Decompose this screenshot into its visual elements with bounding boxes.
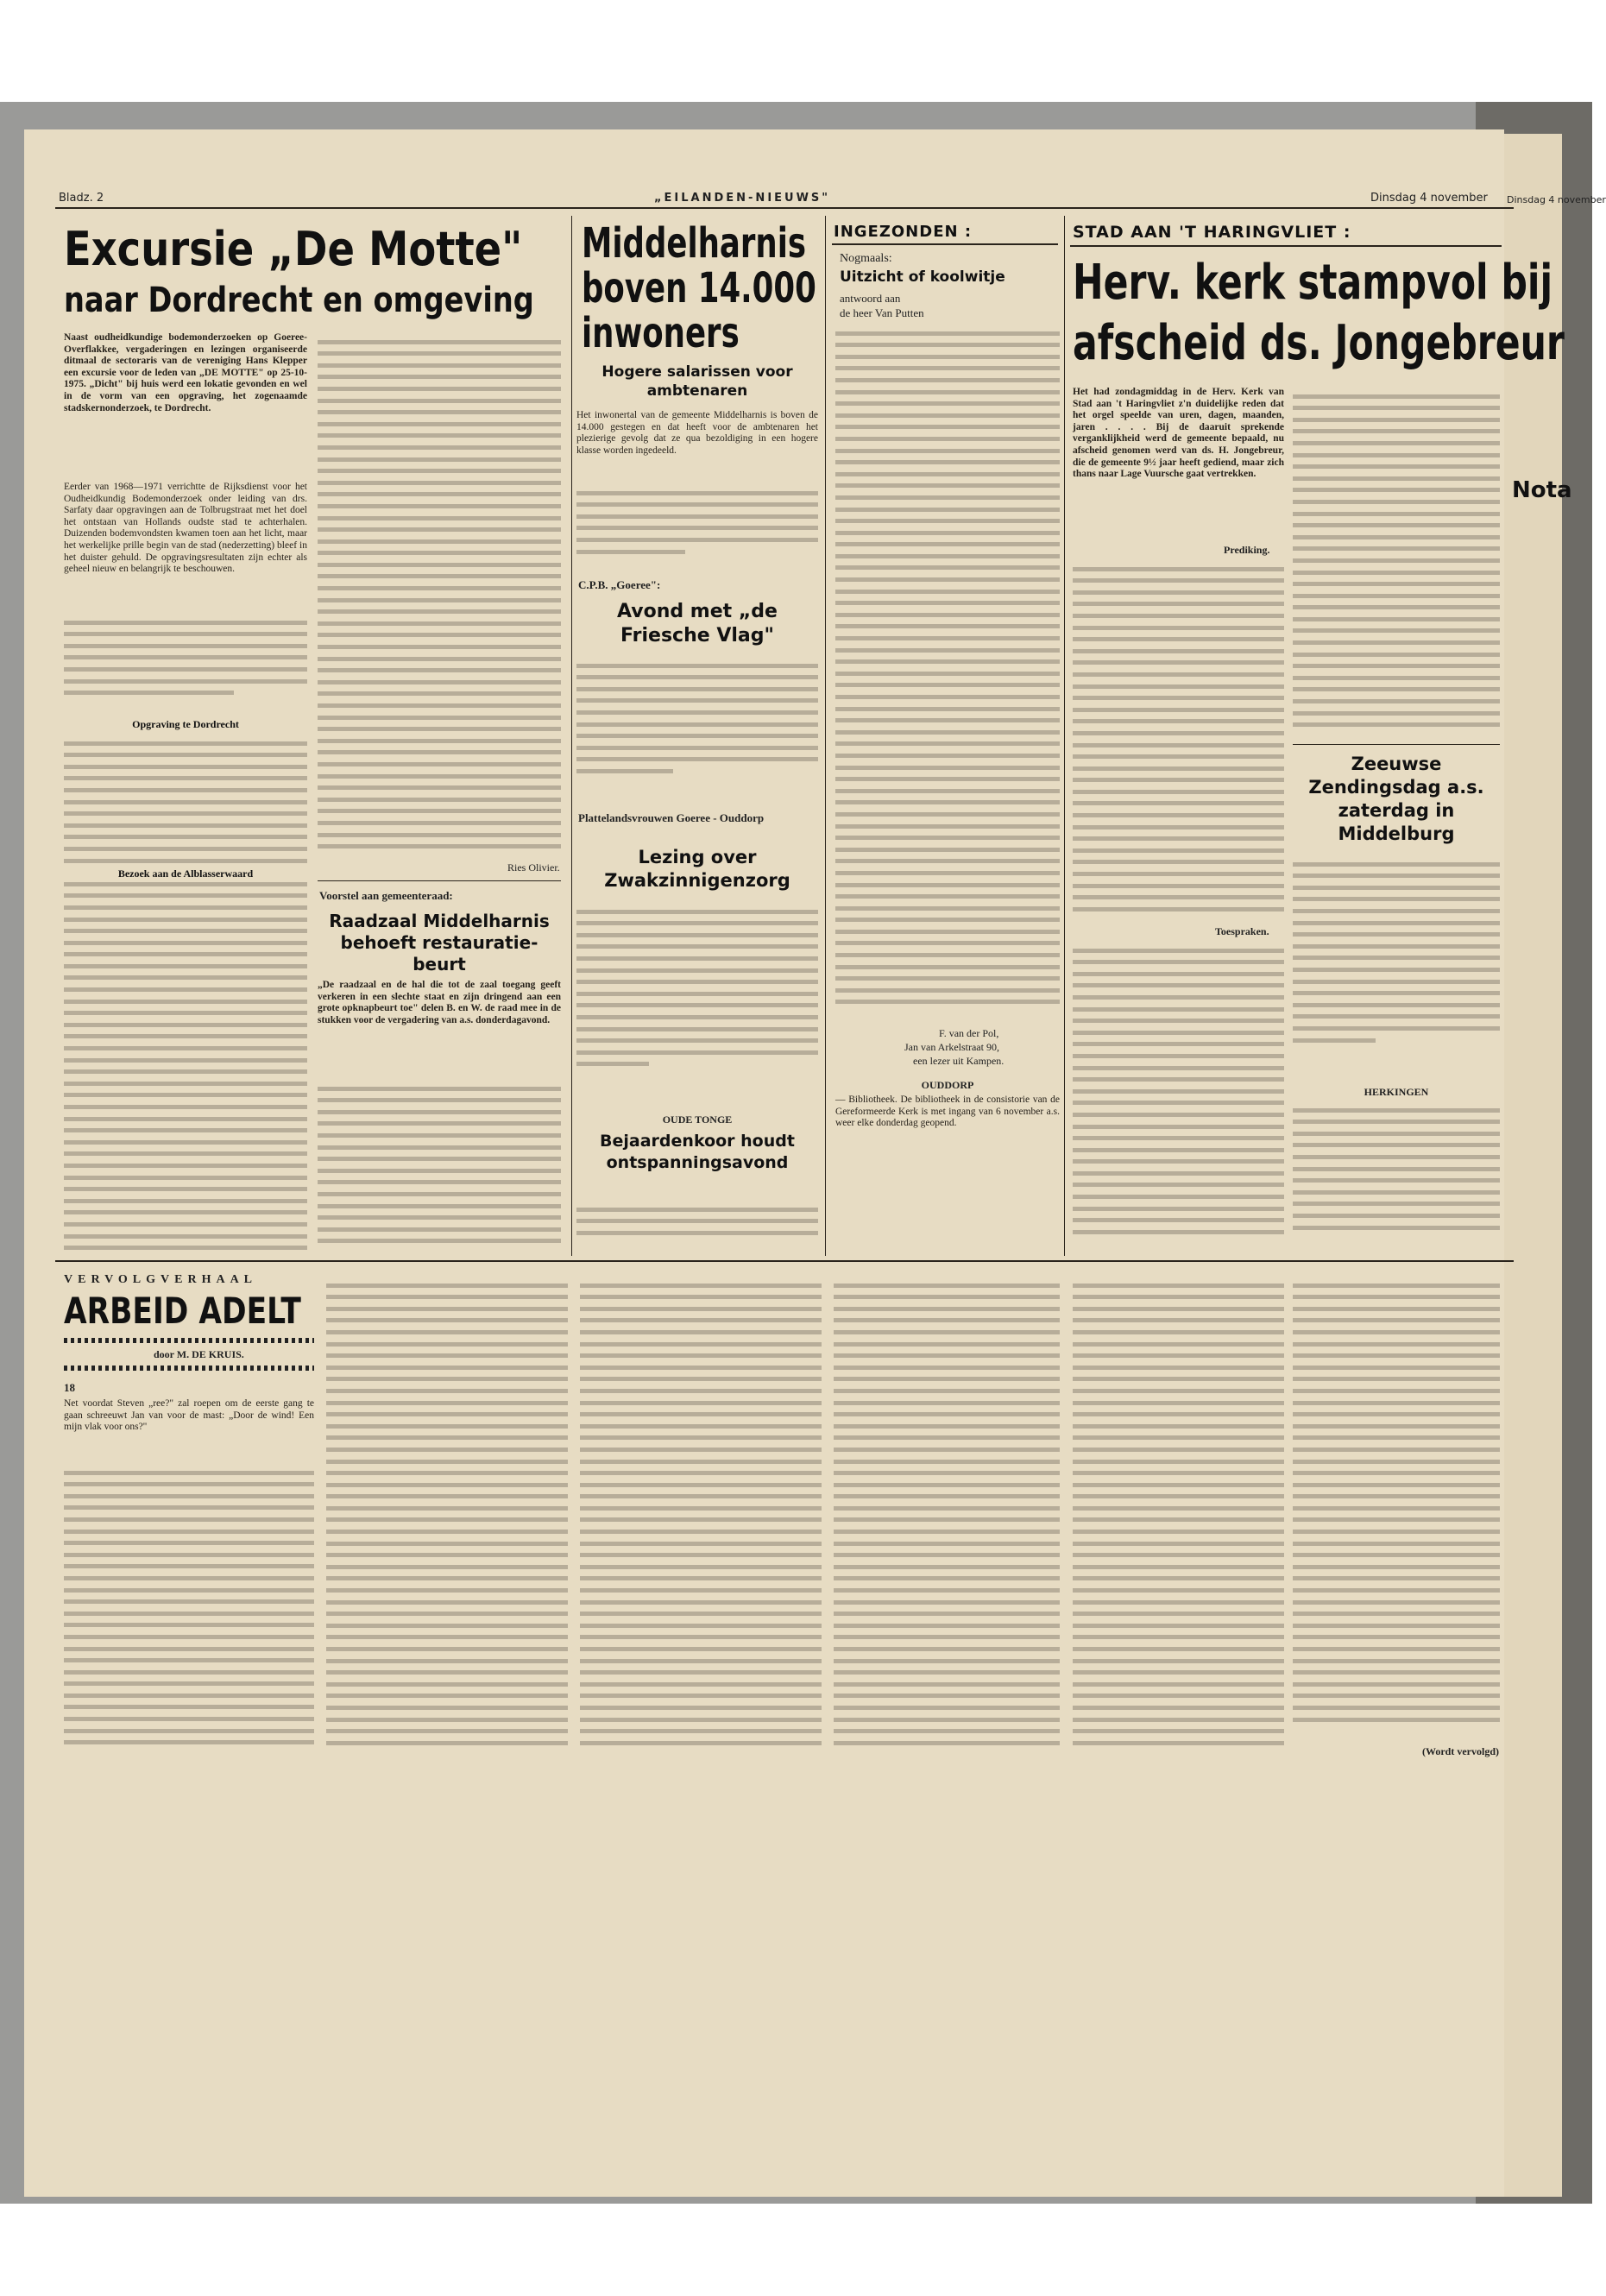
column-rule-1 <box>571 216 572 1256</box>
ingezonden-reply-2: de heer Van Putten <box>840 306 924 319</box>
raadzaal-text-block <box>318 1079 561 1256</box>
fold-rule <box>55 1260 1514 1262</box>
article-excursie-subtitle: naar Dordrecht en omgeving <box>64 281 534 320</box>
zeeuwse-top-rule <box>1293 744 1500 745</box>
feuilleton-ornament-bottom <box>64 1366 314 1371</box>
feuilleton-column-5 <box>1073 1276 1284 1759</box>
cpb-title: Avond met „de Friesche Vlag" <box>617 601 778 647</box>
ingezonden-text-block <box>835 324 1060 1023</box>
haringvliet-text-block-1 <box>1073 559 1284 922</box>
feuilleton-column-4 <box>834 1276 1060 1759</box>
issue-date: Dinsdag 4 november <box>1370 192 1488 205</box>
haringvliet-column-2 <box>1293 387 1500 741</box>
feuilleton-author: door M. DE KRUIS. <box>154 1348 244 1360</box>
middelharnis-text-block <box>576 483 818 570</box>
next-page-edge <box>1502 134 1606 2197</box>
herkingen-text-block <box>1293 1101 1500 1256</box>
zeeuwse-text-block <box>1293 855 1500 1079</box>
ingezonden-reply-1: antwoord aan <box>840 292 901 305</box>
raadzaal-top-rule <box>318 880 561 881</box>
raadzaal-kicker: Voorstel aan gemeenteraad: <box>319 889 453 902</box>
article-excursie-paragraph: Eerder van 1968—1971 verrichtte de Rijksdienst voor het Oudheidkundig Bodemonderzoek onder leiding van drs. Sarfaty daar opgravingen aan de Tolbrugstraat met het doel het ontstaan van Hollands oudste stad te achterhalen. Duizenden bodemvondsten kwamen toen aan het licht, maar het werkelijke prille begin van de stad (nederzetting) bleef in het duister gehuld. De opgravingsresultaten zijn echter als geheel nieuw en belangrijk te beschouwen. <box>64 482 307 575</box>
lezing-title: Lezing over Zwakzinnigenzorg <box>604 847 790 891</box>
ingezonden-rule <box>832 243 1058 245</box>
ingezonden-title: Uitzicht of koolwitje <box>840 268 1005 286</box>
article-excursie-subhead-dordrecht: Opgraving te Dordrecht <box>132 718 239 730</box>
ouddorp-item: — Bibliotheek. De bibliotheek in de consistorie van de Gereformeerde Kerk is met ingang van 6 november a.s. weer elke donderdag geopend. <box>835 1094 1060 1129</box>
article-excursie-title: Excursie „De Motte" <box>64 222 523 276</box>
middelharnis-title-line1: Middelharnis <box>582 219 807 268</box>
middelharnis-title-line2: boven 14.000 <box>582 264 816 312</box>
zeeuwse-title: Zeeuwse Zendingsdag a.s. zaterdag in Middelburg <box>1308 754 1484 844</box>
haringvliet-subhead-prediking: Prediking. <box>1224 544 1270 556</box>
lezing-kicker: Plattelandsvrouwen Goeree - Ouddorp <box>578 811 765 824</box>
feuilleton-first-paragraph: Net voordat Steven „ree?" zal roepen om de eerste gang te gaan schreeuwt Jan van voor de mast: „Door de wind! Een mijn vlak voor ons?" <box>64 1398 314 1433</box>
feuilleton-column-2 <box>326 1276 568 1759</box>
raadzaal-title: Raadzaal Middelharnis behoeft restauratie-beurt <box>329 911 550 975</box>
ingezonden-kicker: Nogmaals: <box>840 252 892 265</box>
ingezonden-signature-1: F. van der Pol, <box>939 1027 999 1039</box>
lezing-text-block <box>576 902 818 1109</box>
article-excursie-lead: Naast oudheidkundige bodemonderzoeken op Goeree-Overflakkee, vergaderingen en lezingen organiseerde ditmaal de sectoraris van de vereniging Hans Klepper een excursie voor de leden van „DE MOTTE" op 25-10-1975. „Dicht" bij huis werd een lokatie gevonden en wel in de vorm van een opgraving, het zogenaamde stadskernonderzoek, te Dordrecht. <box>64 332 307 413</box>
haringvliet-section: STAD AAN 'T HARINGVLIET : <box>1073 223 1351 242</box>
article-excursie-author: Ries Olivier. <box>507 861 560 874</box>
column-rule-2 <box>825 216 826 1256</box>
feuilleton-column-1 <box>64 1463 314 1757</box>
middelharnis-subtitle: Hogere salarissen voor ambtenaren <box>601 363 793 400</box>
feuilleton-continued: (Wordt vervolgd) <box>1422 1745 1499 1757</box>
next-page-nota: Nota <box>1512 477 1572 503</box>
bejaardenkoor-text-block <box>576 1200 818 1256</box>
feuilleton-column-3 <box>580 1276 822 1759</box>
feuilleton-column-6 <box>1293 1276 1500 1742</box>
bejaardenkoor-title: Bejaardenkoor houdt ontspanningsavond <box>600 1132 795 1172</box>
column-rule-3 <box>1064 216 1065 1256</box>
ingezonden-signature-2: Jan van Arkelstraat 90, <box>904 1041 999 1053</box>
feuilleton-chapter: 18 <box>64 1381 75 1394</box>
raadzaal-lead: „De raadzaal en de hal die tot de zaal toegang geeft verkeren in een slechte staat en zijn dringend aan een grote opknapbeurt toe" delen B. en W. de raad mee in de stukken voor de vergadering van a.s. donderdagavond. <box>318 980 561 1025</box>
cpb-text-block <box>576 656 818 803</box>
middelharnis-title-line3: inwoners <box>582 309 740 357</box>
feuilleton-kicker: VERVOLGVERHAAL <box>64 1273 258 1286</box>
haringvliet-lead: Het had zondagmiddag in de Herv. Kerk van Stad aan 't Haringvliet z'n duidelijke reden dat het orgel speelde van uren, dagen, maanden, jaren . . . . Bij de daaruit sprekende verganklijkheid werd de gemeente bepaald, nu afscheid genomen werd van ds. H. Jongebreur, die de gemeente 9½ jaar heeft gediend, maar zich thans naar Lage Vuursche gaat vertrekken. <box>1073 387 1284 480</box>
masthead: „EILANDEN-NIEUWS" <box>654 192 831 205</box>
page-number: Bladz. 2 <box>59 192 104 205</box>
cpb-kicker: C.P.B. „Goeree": <box>578 578 661 591</box>
haringvliet-title-line1: Herv. kerk stampvol bij <box>1073 255 1553 311</box>
article-excursie-text-block-1 <box>64 613 307 715</box>
article-excursie-text-block-2 <box>64 734 307 1260</box>
ingezonden-section: INGEZONDEN : <box>834 223 973 241</box>
article-excursie-subhead-alblasserwaard: Bezoek aan de Alblasserwaard <box>64 867 307 880</box>
ingezonden-signature-3: een lezer uit Kampen. <box>913 1055 1005 1067</box>
herkingen-label: HERKINGEN <box>1364 1086 1429 1098</box>
feuilleton-ornament-top <box>64 1338 314 1343</box>
ouddorp-label: OUDDORP <box>921 1079 974 1091</box>
haringvliet-rule <box>1070 245 1502 247</box>
oude-tonge-kicker: OUDE TONGE <box>662 1113 733 1126</box>
feuilleton-title: ARBEID ADELT <box>64 1290 301 1332</box>
haringvliet-title-line2: afscheid ds. Jongebreur <box>1073 315 1565 371</box>
article-excursie-column-2 <box>318 332 561 859</box>
haringvliet-subhead-toespraken: Toespraken. <box>1215 925 1269 937</box>
middelharnis-text: Het inwonertal van de gemeente Middelharnis is boven de 14.000 gestegen en dat heeft voor de ambtenaren het plezierige gevolg dat ze qua bezoldiging in een hogere klasse worden ingedeeld. <box>576 410 818 456</box>
header-rule <box>55 207 1514 209</box>
haringvliet-text-block-2 <box>1073 941 1284 1256</box>
next-page-date: Dinsdag 4 november <box>1507 194 1606 205</box>
